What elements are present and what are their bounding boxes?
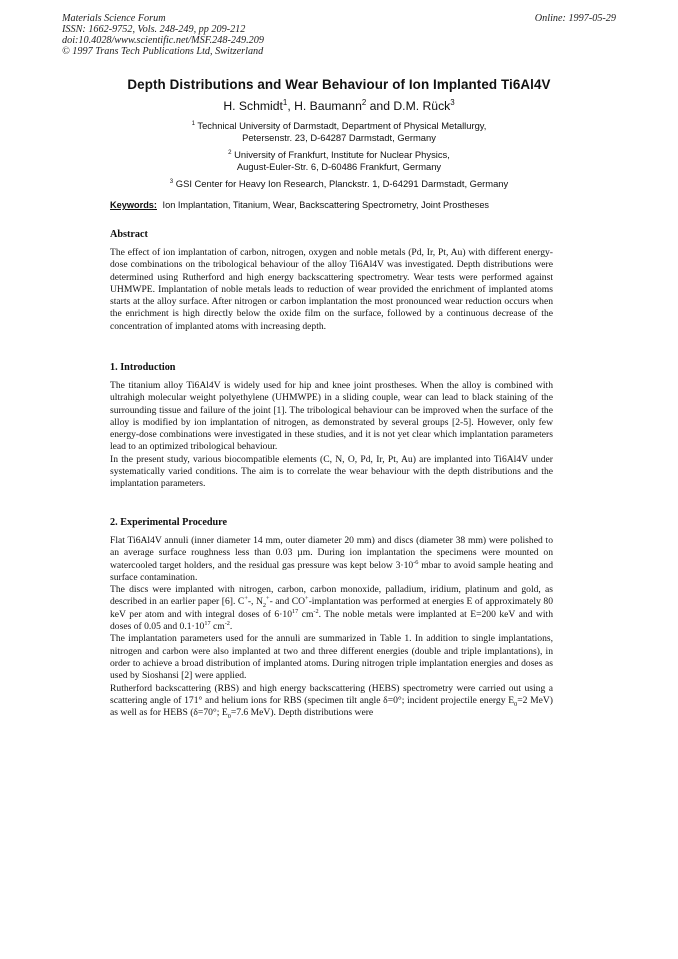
experimental-body (110, 535, 553, 719)
journal-header (62, 13, 264, 57)
author-list: H. Schmidt$^1$, H. Baumann$^2$ and D.M. Rück$^3$ (223, 97, 455, 113)
abstract-text: The effect of ion implantation of carbon, nitrogen, oxygen and noble metals (Pd, Ir, Pt, Au) with different energy-dose combinations on the tribological behaviour of the alloy Ti6Al4V was investigated. Depth distributions were determined using Rutherford and high energy backscattering spectrometry. Wear tests were performed against UHMWPE. Implantation of noble metals leads to reduction of wear provided the enrichment of implanted atoms starts at the alloy surface. After nitrogen or carbon implantation the most pronounced wear reduction occurs when the enrichment is high directly below the oxide film on the surface, followed by a continuous decrease of the concentration of implanted atoms with increasing depth. (110, 247, 553, 332)
affiliation-marker: 2 (361, 97, 367, 107)
author-name: D.M. Rück (393, 99, 451, 113)
author-name: H. Baumann (294, 99, 362, 113)
affiliation-2: $^2$ University of Frankfurt, Institute for Nuclear Physics, August-Euler-Str. 6, D-60486 Frankfurt, Germany (228, 148, 450, 173)
author-name: H. Schmidt (223, 99, 283, 113)
introduction-paragraph-2: In the present study, various biocompatible elements (C, N, O, Pd, Ir, Pt, Au) are implanted into Ti6Al4V under systematically varied conditions. The aim is to correlate the wear behaviour with the depth distributions and the implantation parameters. (110, 453, 553, 490)
online-date: Online: 1997-05-29 (534, 13, 616, 24)
experimental-paragraph-3: The implantation parameters used for the annuli are summarized in Table 1. In addition to single implantations, nitrogen and carbon were also implanted at two and three different energies (double and triple implantations), in order to achieve a broad distribution of implanted atoms. During nitrogen triple implantation energies and doses as used by Sioshansi [2] were applied. (110, 633, 553, 682)
introduction-paragraph-1: The titanium alloy Ti6Al4V is widely used for hip and knee joint prostheses. When the alloy is combined with ultrahigh molecular weight polyethylene (UHMWPE) in a sliding couple, wear can lead to black staining of the surrounding tissue and failure of the joint [1]. The tribological behaviour can be improved when the surface of the alloy is modified by ion implantation of nitrogen, as demonstrated by several groups [2-5]. However, only few energy-dose combinations were investigated in these studies, and it is not yet clear which implantation parameters lead to an optimized tribological behaviour. (110, 380, 553, 453)
issn-line: ISSN: 1662-9752, Vols. 248-249, pp 209-212 (62, 24, 246, 35)
doi-line: doi:10.4028/www.scientific.net/MSF.248-249.209 (62, 35, 264, 46)
affiliation-marker: 1 (282, 97, 288, 107)
paper-title: Depth Distributions and Wear Behaviour of Ion Implanted Ti6Al4V (127, 77, 551, 92)
affiliation-1: $^1$ Technical University of Darmstadt, Department of Physical Metallurgy, Petersenstr. 23, D-64287 Darmstadt, Germany (191, 119, 487, 144)
affiliation-3: $^3$ GSI Center for Heavy Ion Research, Planckstr. 1, D-64291 Darmstadt, Germany (169, 177, 509, 189)
introduction-body (110, 380, 553, 491)
keywords-text: Ion Implantation, Titanium, Wear, Backscattering Spectrometry, Joint Prostheses (162, 200, 490, 210)
abstract-heading: Abstract (110, 229, 148, 240)
experimental-heading: 2. Experimental Procedure (110, 517, 228, 528)
keywords-label: Keywords: (110, 200, 157, 210)
experimental-paragraph-2: The discs were implanted with nitrogen, carbon, carbon monoxide, palladium, iridium, platinum and gold, as described in an earlier paper [6]. C+-, $N_2^+-$ and CO+-implantation was performed at energies E of approximately 80 keV per atom and with integral doses of $6\cdot 10^{17}$ $cm^{-2}$. The noble metals were implanted at E=200 keV and with doses of 0.05 and $0.1\cdot 10^{17}$ $cm^{-2}$. (110, 584, 554, 633)
abstract-body (110, 247, 553, 333)
copyright-line: © 1997 Trans Tech Publications Ltd, Switzerland (62, 46, 264, 57)
keywords-line (110, 200, 570, 210)
experimental-paragraph-4: Rutherford backscattering (RBS) and high energy backscattering (HEBS) spectrometry were carried out using a scattering angle of 171° and helium ions for RBS (specimen tilt angle δ=0°; incident projectile energy $E_0=2$ MeV) as well as for HEBS (δ=70°; $E_0=7.6$ MeV). Depth distributions were (110, 682, 553, 721)
journal-name: Materials Science Forum (62, 13, 166, 24)
introduction-heading: 1. Introduction (110, 362, 176, 373)
experimental-paragraph-1: Flat Ti6Al4V annuli (inner diameter 14 mm, outer diameter 20 mm) and discs (diameter 38 mm) were polished to an average surface roughness less than 0.03 µm. During ion implantation the specimens were mounted on watercooled target holders, and the residual gas pressure was kept below $3\cdot 10^{-6}$ mbar to avoid sample heating and surface contamination. (110, 535, 553, 583)
affiliation-marker: 3 (450, 97, 455, 107)
